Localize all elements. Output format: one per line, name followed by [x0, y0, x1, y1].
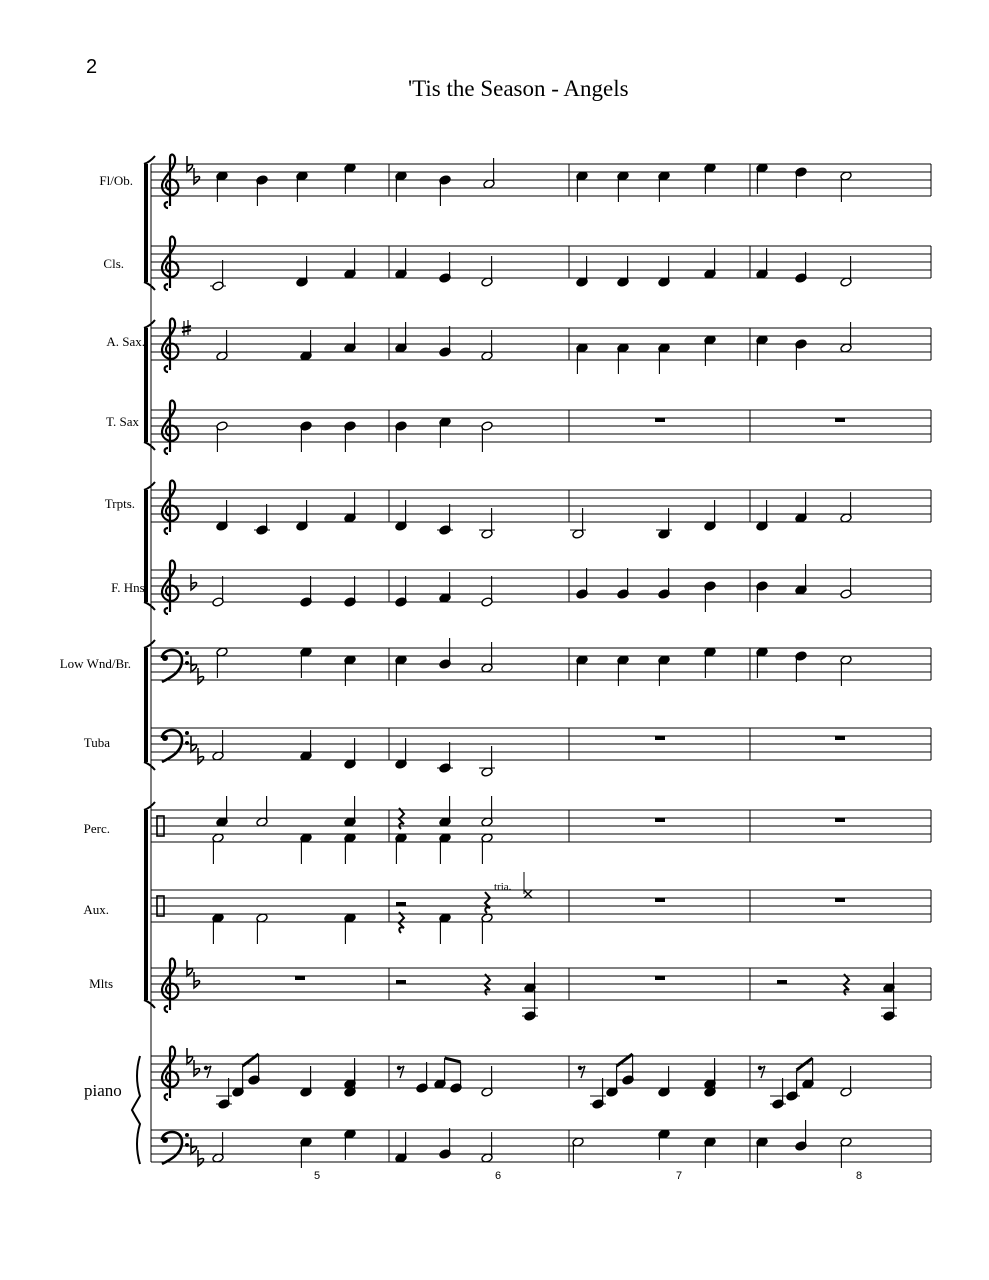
- staff-label-low-wnd-br: Low Wnd/Br.: [59, 656, 131, 671]
- half-rest: [396, 902, 406, 906]
- staff-label-perc: Perc.: [83, 821, 110, 836]
- staff-label-cls: Cls.: [103, 256, 124, 271]
- measure-number-5: 5: [313, 1170, 321, 1182]
- staff-label-fl-ob: Fl/Ob.: [99, 173, 133, 188]
- bass-clef-icon-dot-lower: [185, 741, 189, 745]
- flat-icon: [194, 972, 200, 988]
- bracket-woodwinds-cap-bottom: [144, 282, 155, 290]
- bass-clef-icon-dot: [162, 655, 168, 661]
- bass-clef-icon-dot-lower: [185, 1143, 189, 1147]
- bracket-low-cap-bottom: [144, 762, 155, 770]
- bracket-woodwinds: [144, 164, 148, 282]
- staff-label-aux: Aux.: [83, 902, 109, 917]
- treble-clef-icon: [162, 401, 178, 454]
- staff-label-tuba: Tuba: [83, 735, 110, 750]
- whole-rest: [655, 736, 665, 740]
- measure-number-8: 8: [855, 1170, 863, 1182]
- beam: [445, 1058, 461, 1062]
- bracket-brass-cap-bottom: [144, 602, 155, 610]
- flat-icon: [198, 748, 204, 764]
- treble-clef-icon: [162, 1047, 178, 1100]
- whole-rest: [295, 976, 305, 980]
- bracket-saxes-cap-top: [144, 320, 155, 328]
- bracket-percussion: [144, 810, 148, 1000]
- bracket-saxes-cap-bottom: [144, 442, 155, 450]
- treble-clef-icon: [162, 561, 178, 614]
- bracket-low-cap-top: [144, 640, 155, 648]
- flat-icon: [191, 574, 197, 590]
- whole-rest: [835, 818, 845, 822]
- treble-clef-icon: [162, 959, 178, 1012]
- flat-icon: [194, 1060, 200, 1076]
- staff-label-f-hns: F. Hns.: [111, 580, 148, 595]
- bracket-percussion-cap-top: [144, 802, 155, 810]
- flat-icon: [198, 668, 204, 684]
- bass-clef-icon-dot-upper: [185, 1133, 189, 1137]
- treble-clef-icon: [162, 481, 178, 534]
- treble-clef-icon: [162, 319, 178, 372]
- half-rest: [396, 980, 406, 984]
- bracket-percussion-cap-bottom: [144, 1000, 155, 1008]
- bass-clef-icon-dot-upper: [185, 731, 189, 735]
- staff-label-piano: piano: [84, 1081, 122, 1100]
- flat-icon: [198, 1150, 204, 1166]
- whole-rest: [655, 418, 665, 422]
- bass-clef-icon: [162, 650, 182, 682]
- bracket-woodwinds-cap-top: [144, 156, 155, 164]
- score-title: 'Tis the Season - Angels: [408, 76, 629, 101]
- treble-clef-icon: [162, 237, 178, 290]
- measure-number-6: 6: [494, 1170, 502, 1182]
- notes-layer: [157, 155, 897, 1168]
- whole-rest: [655, 976, 665, 980]
- whole-rest: [655, 898, 665, 902]
- measure-number-7: 7: [675, 1170, 683, 1182]
- bass-clef-icon: [162, 730, 182, 762]
- flat-icon: [194, 168, 200, 184]
- treble-clef-icon: [162, 155, 178, 208]
- page-number: 2: [86, 56, 98, 78]
- sharp-icon: [182, 330, 191, 332]
- triangle-annotation: tria.: [494, 881, 512, 893]
- staff-label-trpts: Trpts.: [104, 496, 135, 511]
- staff-label-t-sax: T. Sax: [106, 414, 139, 429]
- staff-label-a-sax: A. Sax.: [106, 334, 145, 349]
- bass-clef-icon-dot-lower: [185, 661, 189, 665]
- bracket-brass-cap-top: [144, 482, 155, 490]
- whole-rest: [655, 818, 665, 822]
- half-rest: [777, 980, 787, 984]
- bracket-low: [144, 648, 148, 762]
- piano-brace: [132, 1056, 140, 1164]
- quarter-rest: [485, 892, 490, 913]
- whole-rest: [835, 418, 845, 422]
- whole-rest: [835, 736, 845, 740]
- whole-rest: [835, 898, 845, 902]
- bass-clef-icon-dot: [162, 735, 168, 741]
- bass-clef-icon-dot-upper: [185, 651, 189, 655]
- staff-label-mlts: Mlts: [89, 976, 113, 991]
- bass-clef-icon-dot: [162, 1137, 168, 1143]
- bass-clef-icon: [162, 1132, 182, 1164]
